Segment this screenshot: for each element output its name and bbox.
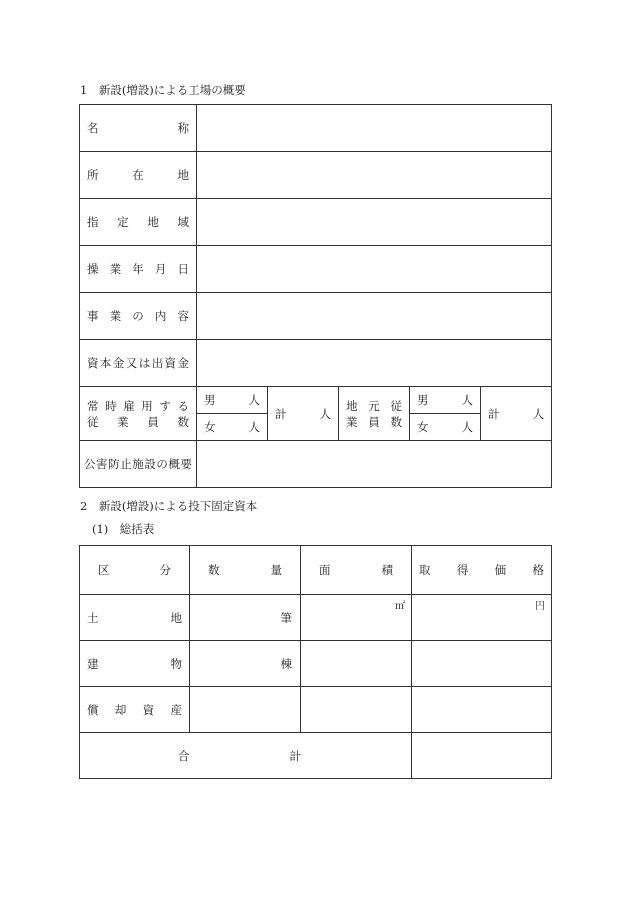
label-regular-employees: 常 時 雇 用 す る 従 業 員 数 (80, 387, 197, 441)
label-building: 建 物 (87, 656, 182, 671)
section2-subheading: (1) 総括表 (92, 522, 155, 536)
label-business-content: 事 業 の 内 容 (87, 309, 189, 323)
factory-overview-table: 名 称 所 在 地 指 定 地 域 操 業 年 月 日 事 業 の 内 容 資 本 金 又 は 出 資 金 常 時 雇 用 す る 従 業 員 数 男 人 計 人 地 元 従 業 員 数 男 人 計 人 女 人 女 人 公 害 防 止 施 設 の 概 要 (79, 104, 552, 488)
section2-heading: 2 新設(増設)による投下固定資本 (80, 499, 258, 513)
value-location (197, 152, 552, 199)
label-capital: 資 本 金 又 は 出 資 金 (87, 356, 189, 370)
unit-sqm: ㎡ (395, 601, 405, 612)
header-price: 取 得 価 格 (419, 563, 544, 577)
unit-yen: 円 (535, 601, 545, 612)
value-business-content (197, 293, 552, 340)
header-area: 面 積 (319, 563, 393, 577)
summary-table (79, 545, 552, 779)
value-operation-date (197, 246, 552, 293)
value-name (197, 105, 552, 152)
label-pollution-facilities: 公 害 防 止 施 設 の 概 要 (84, 457, 192, 471)
header-category: 区 分 (98, 563, 171, 577)
label-location: 所 在 地 (87, 168, 189, 182)
label-local-employees: 地 元 従 業 員 数 (339, 387, 410, 441)
label-land: 土 地 (87, 610, 182, 625)
label-depreciable-assets: 償 却 資 産 (87, 702, 182, 717)
unit-brush: 筆 (280, 610, 292, 625)
header-quantity: 数 量 (208, 563, 282, 577)
value-capital (197, 340, 552, 387)
value-designated-area (197, 199, 552, 246)
label-total: 合 計 (178, 748, 301, 763)
section1-heading: 1 新設(増設)による工場の概要 (80, 83, 246, 97)
label-designated-area: 指 定 地 域 (87, 215, 189, 229)
label-name: 名 称 (87, 121, 189, 135)
unit-building: 棟 (280, 656, 292, 671)
value-pollution-facilities (197, 441, 552, 488)
label-operation-date: 操 業 年 月 日 (87, 262, 189, 276)
